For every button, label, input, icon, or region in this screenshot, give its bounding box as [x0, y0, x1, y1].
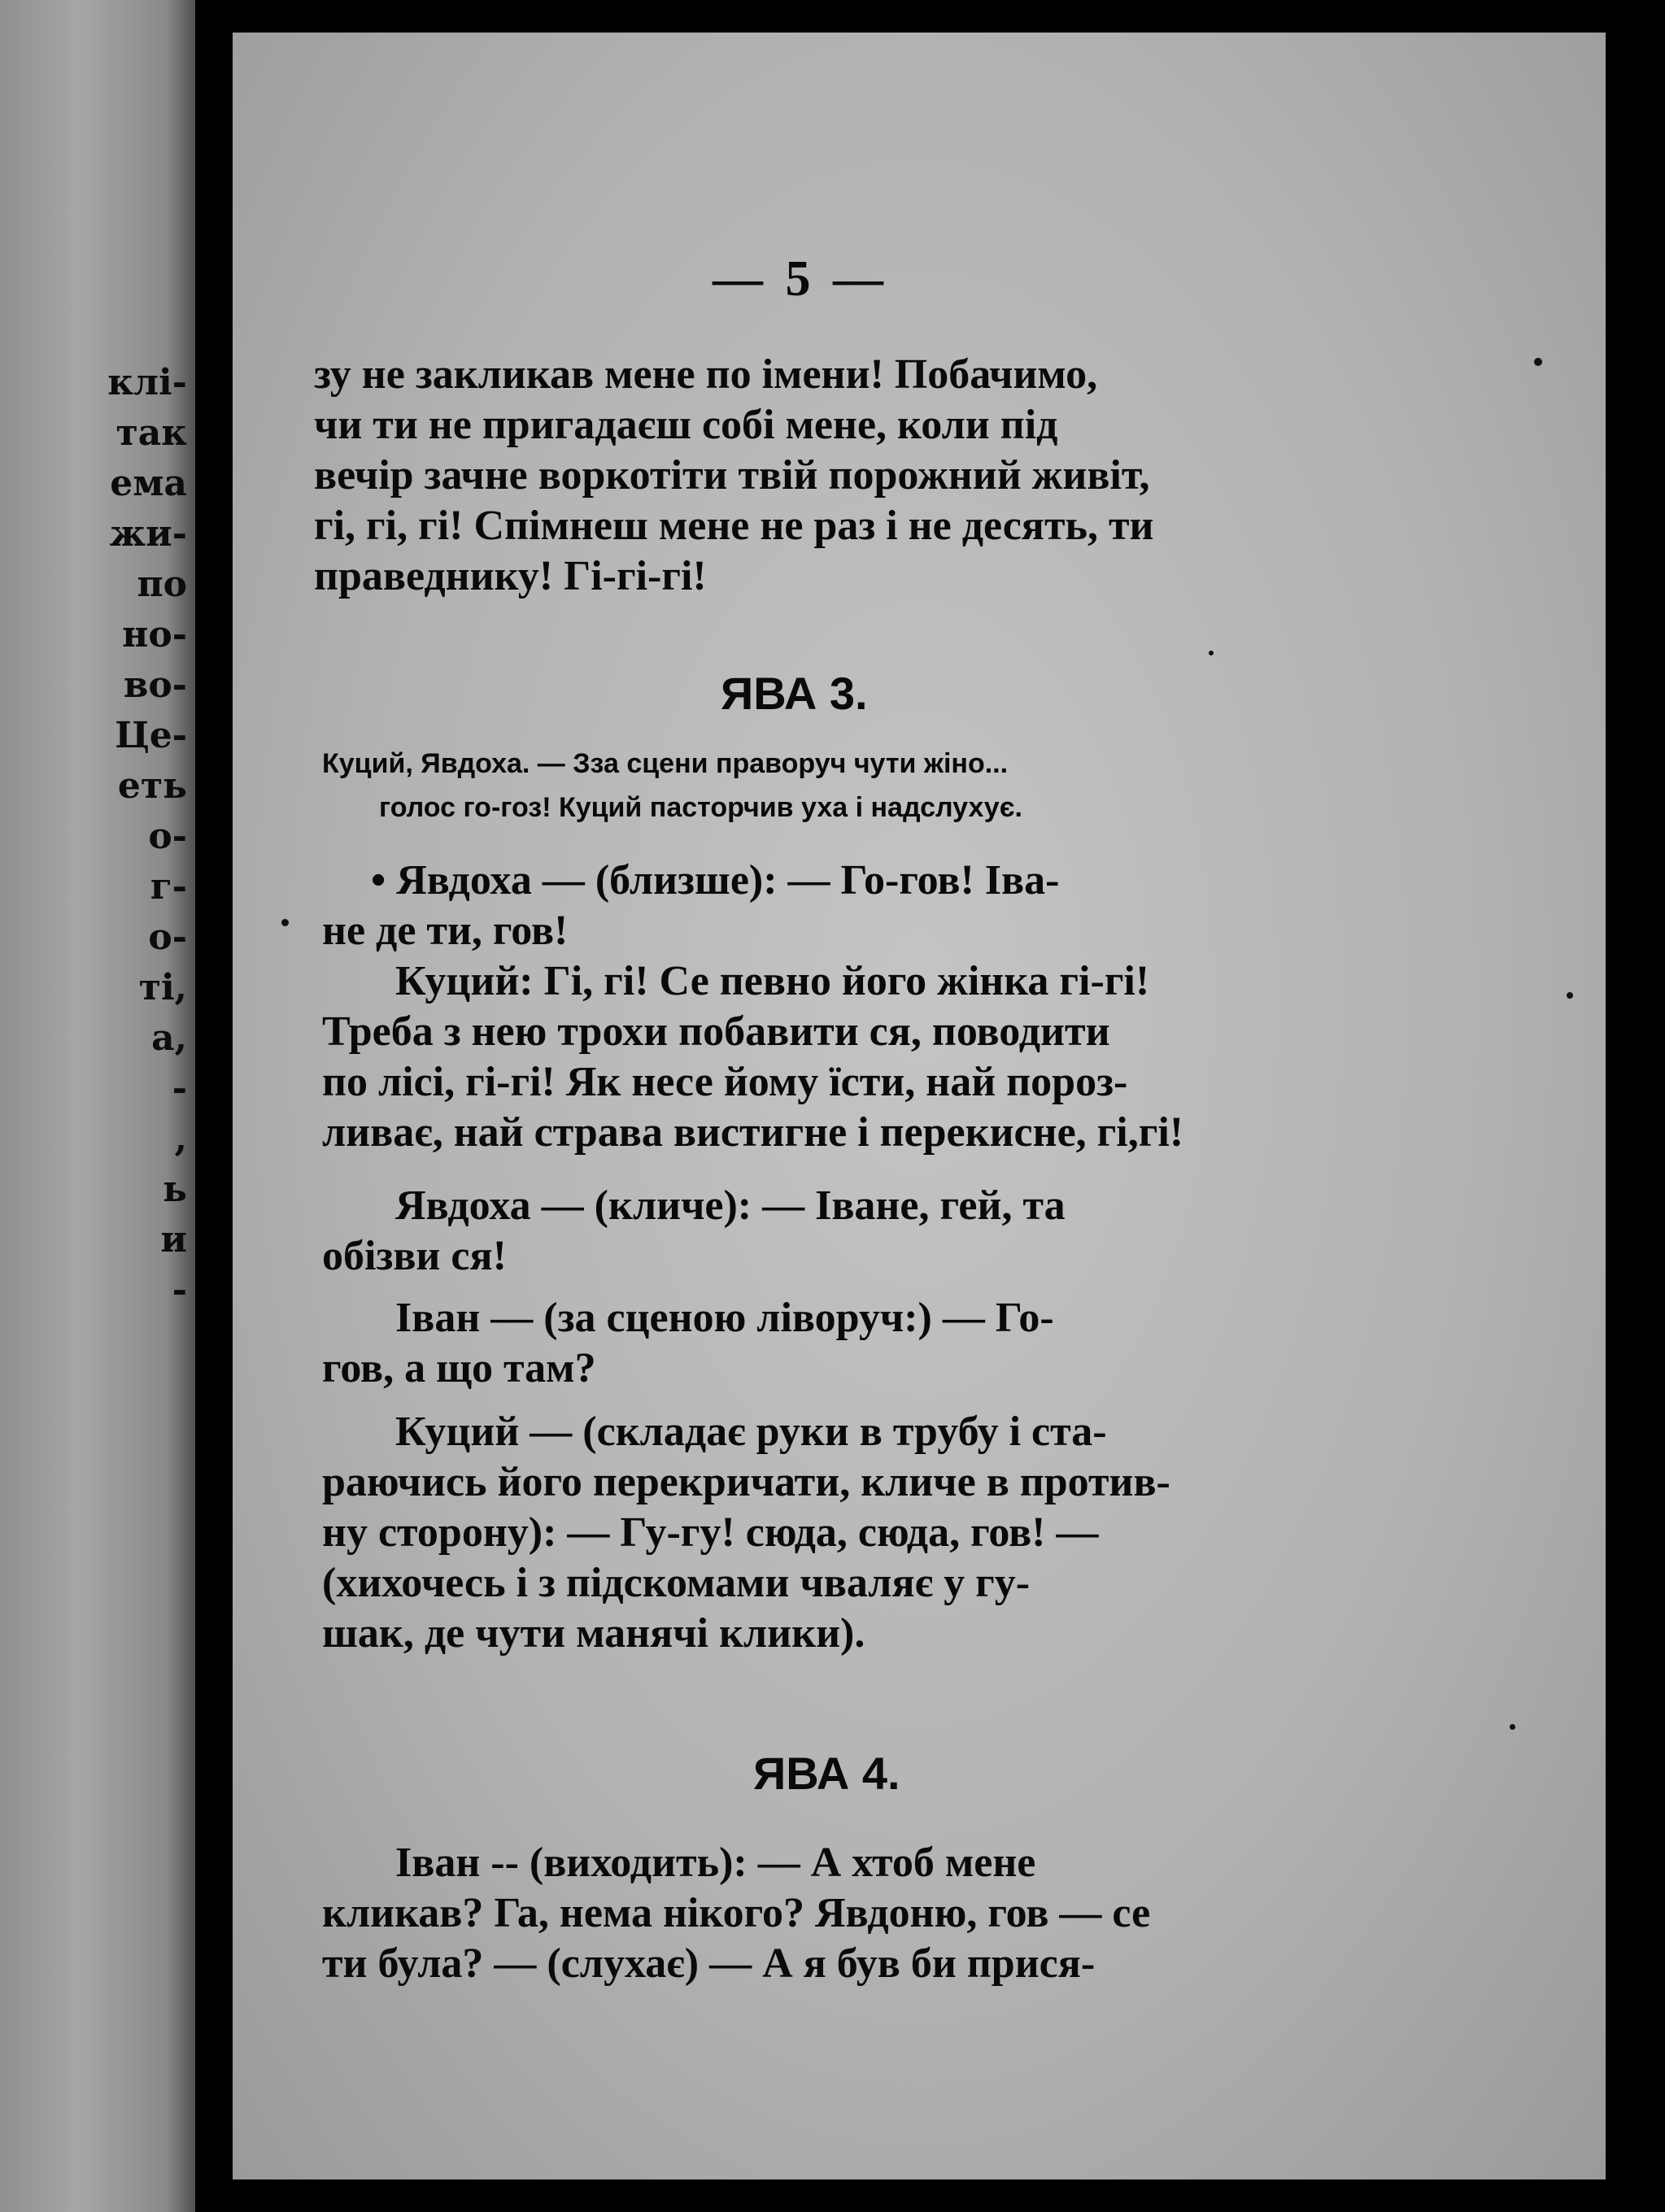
left-fragment-line: -: [172, 1269, 187, 1311]
left-fragment-line: а,: [151, 1017, 187, 1059]
right-page: [233, 33, 1606, 2179]
left-fragment-line: Це-: [115, 715, 187, 756]
left-fragment-line: ті,: [138, 967, 187, 1008]
left-fragment-line: во-: [123, 664, 187, 706]
book-gutter: [195, 0, 233, 2212]
dialogue-line: ну сторону): — Гу-гу! сюда, сюда, гов! —: [322, 1509, 1099, 1556]
scene-heading: ЯВА 4.: [753, 1748, 900, 1799]
stage-direction: голос го-гоз! Куций пасторчив уха і надслухує.: [379, 792, 1022, 823]
dialogue-line: Іван -- (виходить): — А хтоб мене: [395, 1840, 1036, 1886]
text-line: чи ти не пригадаєш собі мене, коли під: [314, 402, 1058, 448]
left-fragment-line: -: [172, 1068, 187, 1109]
left-fragment-line: но-: [122, 614, 187, 655]
dialogue-line: кликав? Га, нема нікого? Явдоню, гов — се: [322, 1890, 1151, 1936]
text-line: гі, гі, гі! Спімнеш мене не раз і не десять, ти: [314, 503, 1154, 549]
dialogue-line: Треба з нею трохи побавити ся, поводити: [322, 1008, 1110, 1055]
left-fragment-line: ема: [110, 463, 187, 504]
dialogue-line: обізви ся!: [322, 1233, 507, 1279]
dialogue-line: Іван — (за сценою ліворуч:) — Го-: [395, 1295, 1054, 1341]
dialogue-line: раючись його перекричати, кличе в против-: [322, 1459, 1170, 1505]
scan-speck: [1209, 651, 1214, 655]
left-fragment-line: о-: [148, 816, 187, 857]
left-fragment-line: жи-: [109, 513, 187, 555]
left-page-fragments: [0, 358, 187, 1316]
left-fragment-line: о-: [148, 917, 187, 958]
scan-speck: [1534, 358, 1542, 366]
scan-speck: [1567, 992, 1573, 999]
dialogue-line: • Явдоха — (близше): — Го-гов! Іва-: [371, 857, 1060, 904]
dialogue-line: Куций: Гі, гі! Се певно його жінка гі-гі!: [395, 958, 1150, 1004]
text-line: праведнику! Гі-гі-гі!: [314, 553, 707, 599]
scene-heading: ЯВА 3.: [721, 668, 868, 719]
left-fragment-line: так: [116, 412, 187, 454]
stage-direction: Куций, Явдоха. — Зза сцени праворуч чути жіно...: [322, 748, 1009, 779]
left-fragment-line: клі-: [107, 362, 187, 403]
left-fragment-line: и: [160, 1219, 187, 1261]
dialogue-line: Явдоха — (кличе): — Іване, гей, та: [395, 1182, 1066, 1229]
dialogue-line: (хихочесь і з підскомами чваляє у гу-: [322, 1560, 1031, 1606]
text-line: зу не закликав мене по імени! Побачимо,: [314, 351, 1098, 398]
page-number: — 5 —: [713, 251, 888, 307]
dialogue-line: по лісі, гі-гі! Як несе йому їсти, най пороз-: [322, 1059, 1128, 1105]
dialogue-line: шак, де чути манячі клики).: [322, 1610, 865, 1657]
scan-speck: [281, 919, 289, 926]
text-line: вечір зачне воркотіти твій порожний живіт,: [314, 452, 1150, 499]
dialogue-line: гов, а що там?: [322, 1345, 596, 1391]
left-fragment-line: ,: [174, 1118, 187, 1160]
dialogue-line: не де ти, гов!: [322, 908, 569, 954]
dialogue-line: ливає, най страва вистигне і перекисне, гі,гі!: [322, 1109, 1184, 1156]
left-fragment-line: ь: [163, 1169, 187, 1210]
scan-speck: [1510, 1724, 1515, 1730]
left-fragment-line: г-: [150, 866, 187, 908]
left-page-edge: [0, 0, 195, 2212]
left-fragment-line: по: [137, 564, 187, 605]
dialogue-line: Куций — (складає руки в трубу і ста-: [395, 1409, 1107, 1455]
dialogue-line: ти була? — (слухає) — А я був би прися-: [322, 1940, 1096, 1987]
left-fragment-line: еть: [117, 765, 187, 807]
